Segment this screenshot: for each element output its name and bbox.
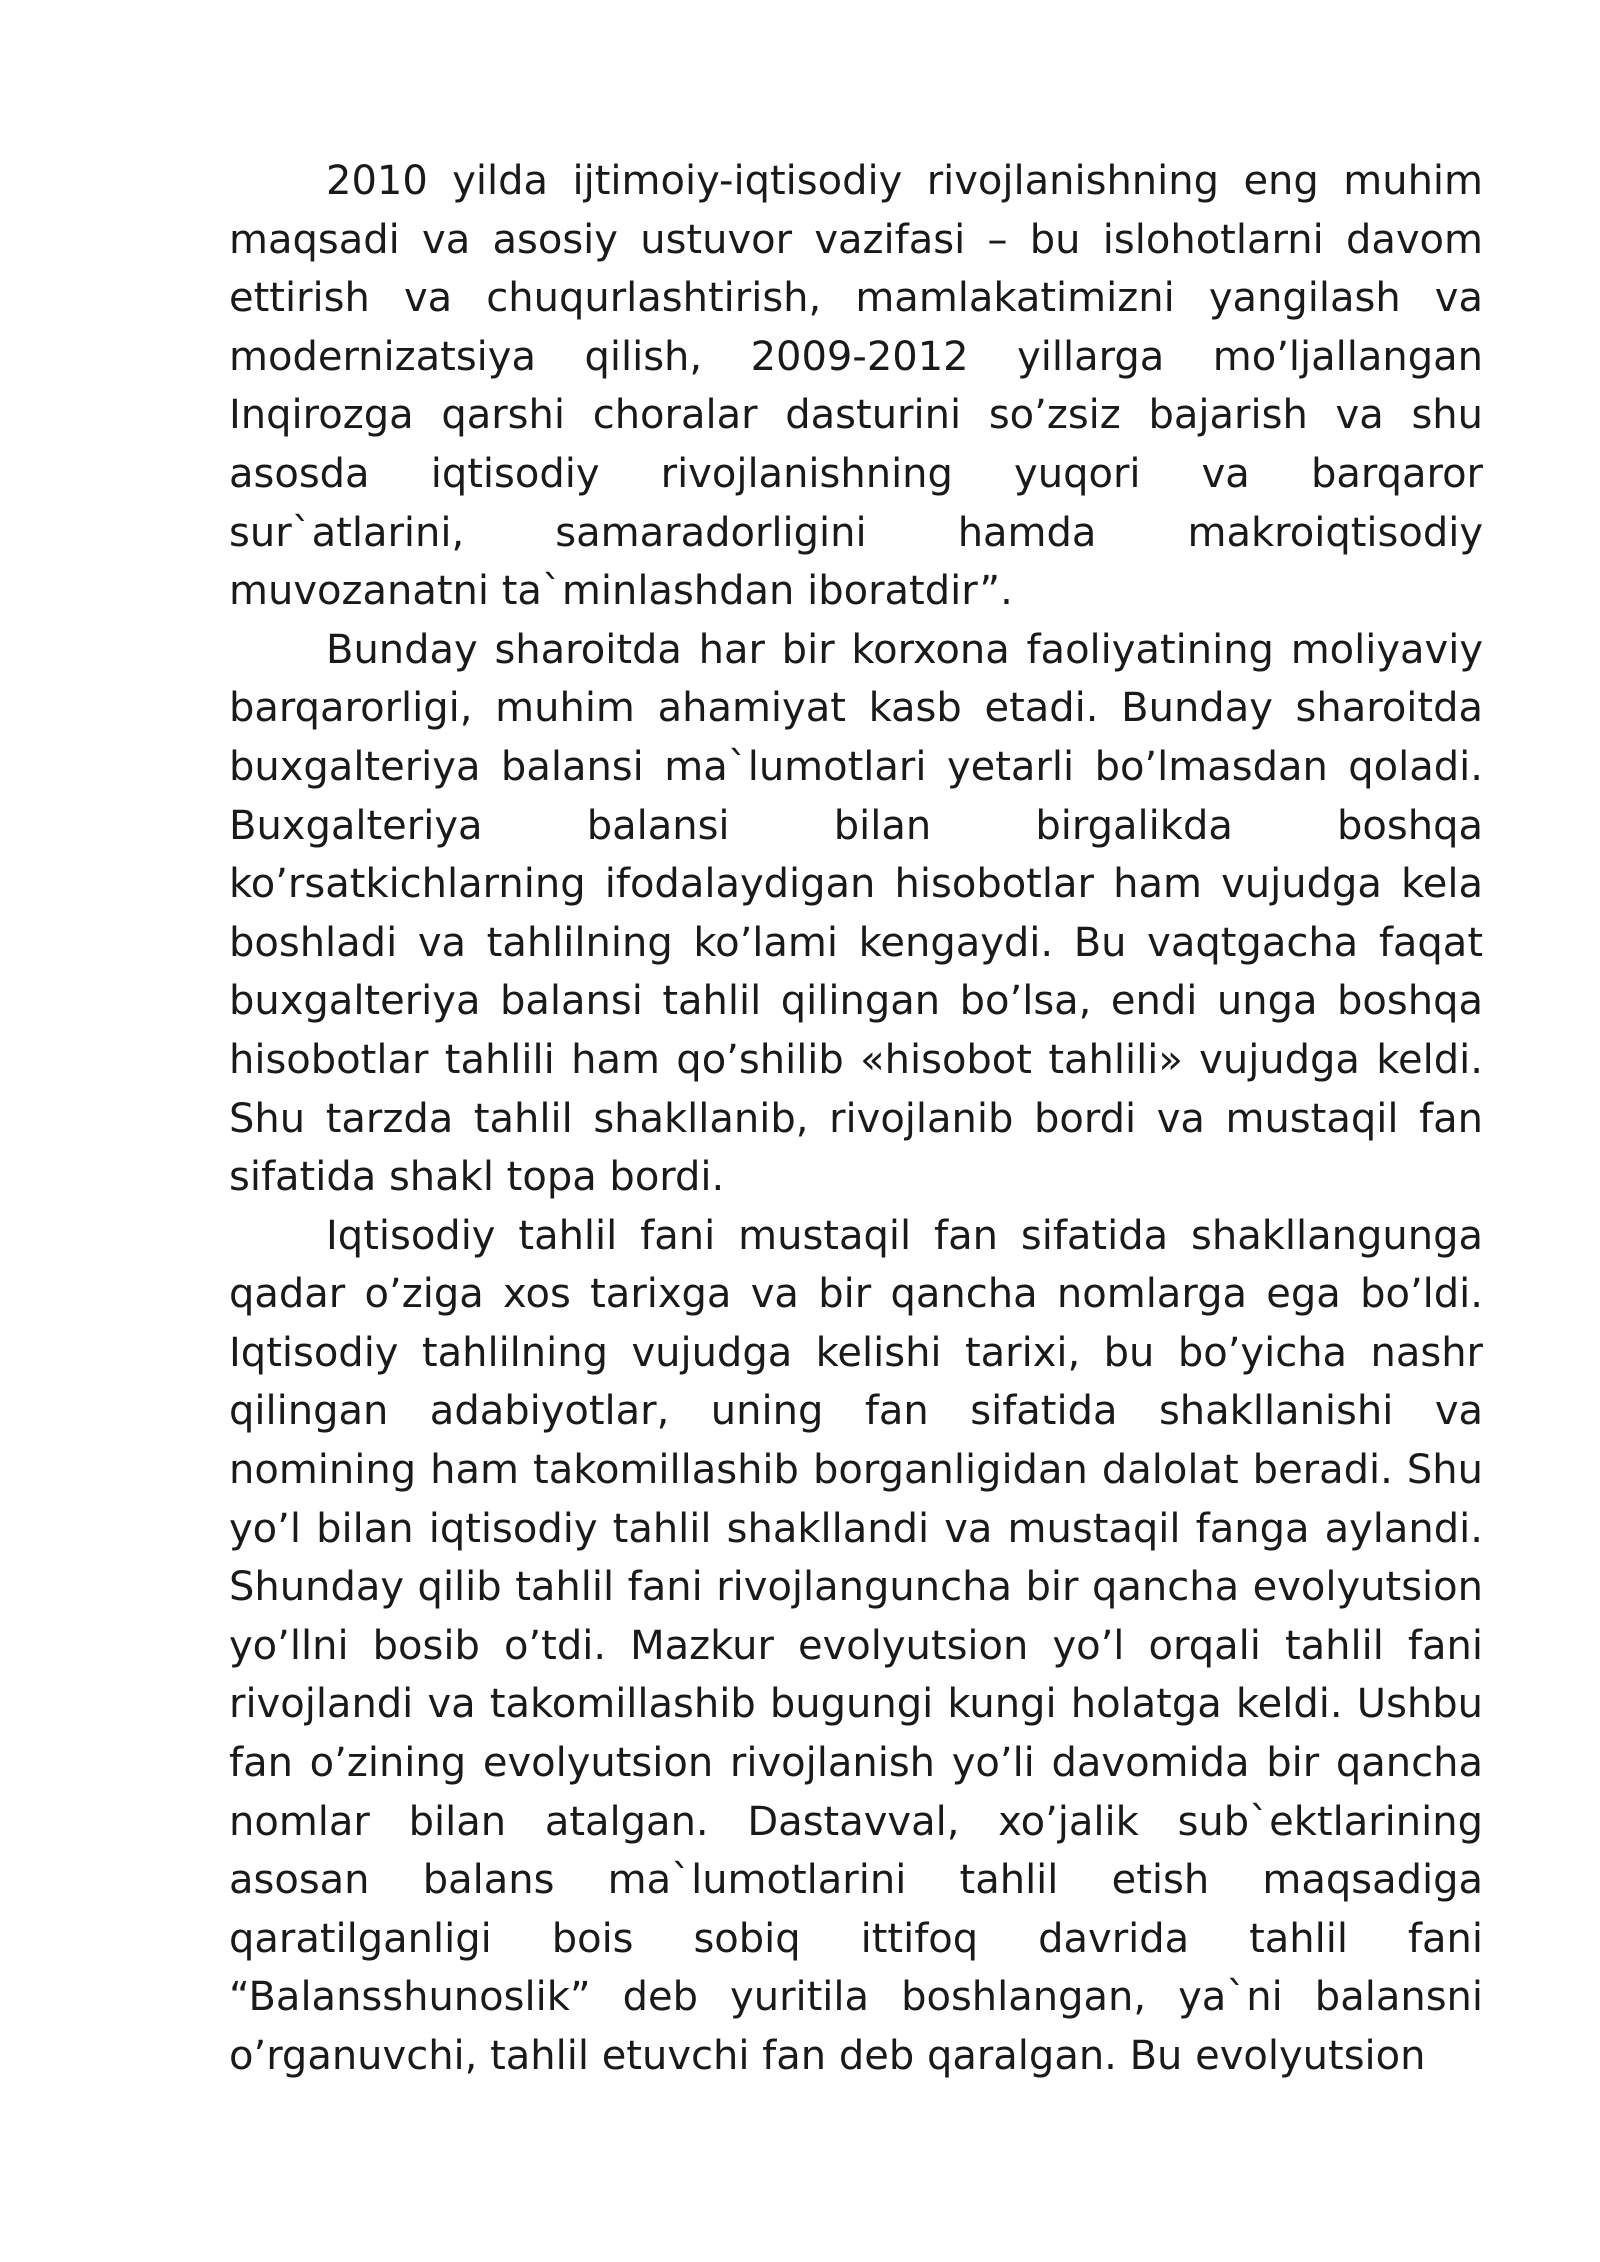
body-text: [229, 152, 1483, 2086]
paragraph-analysis-history: Iqtisodiy tahlil fani mustaqil fan sifatida shakllangunga qadar o’ziga xos tarixga va bir qancha nomlarga ega bo’ldi. Iqtisodiy tahlilning vujudga kelishi tarixi, bu bo’yicha nashr qilingan adabiyotlar, uning fan sifatida shakllanishi va nomining ham takomillashib borganligidan dalolat beradi. Shu yo’l bilan iqtisodiy tahlil shakllandi va mustaqil fanga aylandi. Shunday qilib tahlil fani rivojlanguncha bir qancha evolyutsion yo’llni bosib o’tdi. Mazkur evolyutsion yo’l orqali tahlil fani rivojlandi va takomillashib bugungi kungi holatga keldi. Ushbu fan o’zining evolyutsion rivojlanish yo’li davomida bir qancha nomlar bilan atalgan. Dastavval, xo’jalik sub`ektlarining asosan balans ma`lumotlarini tahlil etish maqsadiga qaratilganligi bois sobiq ittifoq davrida tahlil fani “Balansshunoslik” deb yuritila boshlangan, ya`ni balansni o’rganuvchi, tahlil etuvchi fan deb qaralgan. Bu evolyutsion: [229, 1212, 1483, 2079]
paragraph-financial-stability: Bunday sharoitda har bir korxona faoliyatining moliyaviy barqarorligi, muhim ahamiyat kasb etadi. Bunday sharoitda buxgalteriya balansi ma`lumotlari yetarli bo’lmasdan qoladi. Buxgalteriya balansi bilan birgalikda boshqa ko’rsatkichlarning ifodalaydigan hisobotlar ham vujudga kela boshladi va tahlilning ko’lami kengaydi. Bu vaqtgacha faqat buxgalteriya balansi tahlil qilingan bo’lsa, endi unga boshqa hisobotlar tahlili ham qo’shilib «hisobot tahlili» vujudga keldi. Shu tarzda tahlil shakllanib, rivojlanib bordi va mustaqil fan sifatida shakl topa bordi.: [229, 626, 1483, 1201]
paragraph-economic-goals-2010: 2010 yilda ijtimoiy-iqtisodiy rivojlanishning eng muhim maqsadi va asosiy ustuvor vazifasi – bu islohotlarni davom ettirish va chuqurlashtirish, mamlakatimizni yangilash va modernizatsiya qilish, 2009-2012 yillarga mo’ljallangan Inqirozga qarshi choralar dasturini so’zsiz bajarish va shu asosda iqtisodiy rivojlanishning yuqori va barqaror sur`atlarini, samaradorligini hamda makroiqtisodiy muvozanatni ta`minlashdan iboratdir”.: [229, 158, 1483, 615]
